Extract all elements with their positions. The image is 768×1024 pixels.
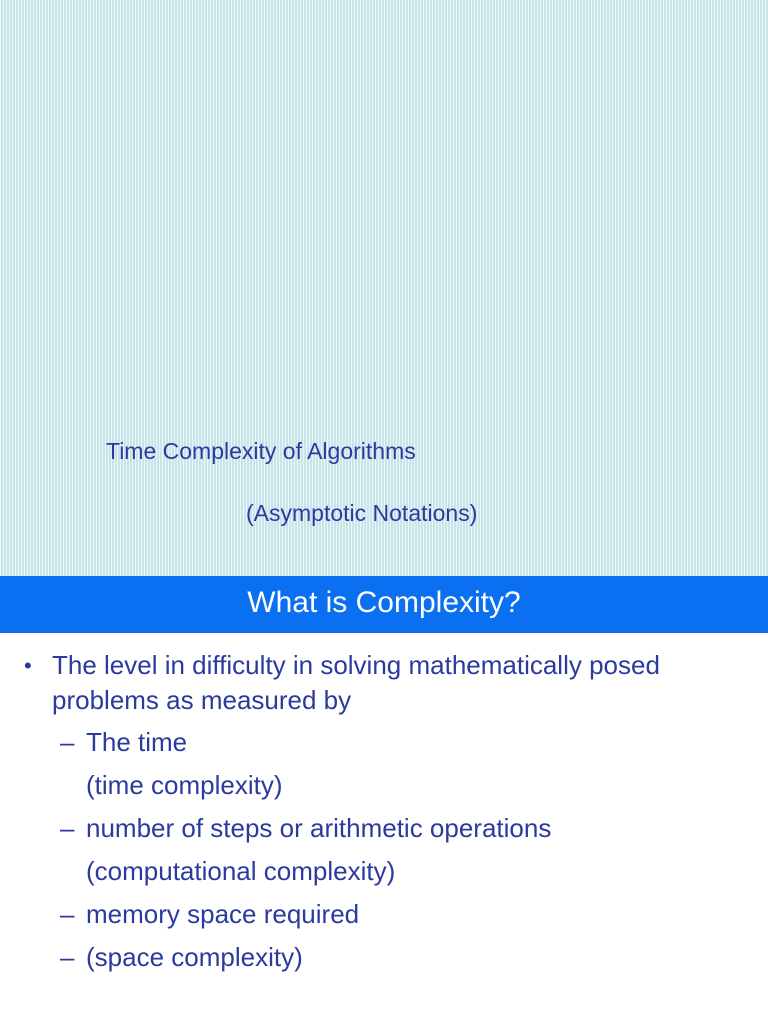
bullet-icon: •: [24, 653, 32, 678]
sub-item-text: (space complexity): [86, 942, 303, 972]
dash-icon: –: [60, 813, 75, 843]
slide-heading: What is Complexity?: [247, 586, 521, 619]
sub-item-continuation: (computational complexity): [86, 856, 396, 886]
sub-item-steps: [60, 811, 551, 846]
bullet-text: The level in difficulty in solving mathematically posed problems as measured by: [52, 650, 660, 715]
sub-item-text: The time: [86, 727, 188, 757]
sub-item-text: memory space required: [86, 899, 360, 929]
slide-subtitle: (Asymptotic Notations): [246, 500, 478, 526]
slide-header-bar: [0, 576, 768, 633]
slide-title: Time Complexity of Algorithms: [106, 438, 416, 464]
sub-item-memory: [60, 897, 359, 932]
dash-icon: –: [60, 899, 75, 929]
sub-item-space: [60, 940, 303, 975]
sub-item-text: number of steps or arithmetic operations: [86, 813, 552, 843]
bullet-item: [24, 648, 744, 718]
dash-icon: –: [60, 942, 75, 972]
sub-item-continuation: (time complexity): [86, 770, 283, 800]
dash-icon: –: [60, 727, 75, 757]
sub-item-time: [60, 725, 187, 760]
content-slide: [0, 576, 768, 1024]
